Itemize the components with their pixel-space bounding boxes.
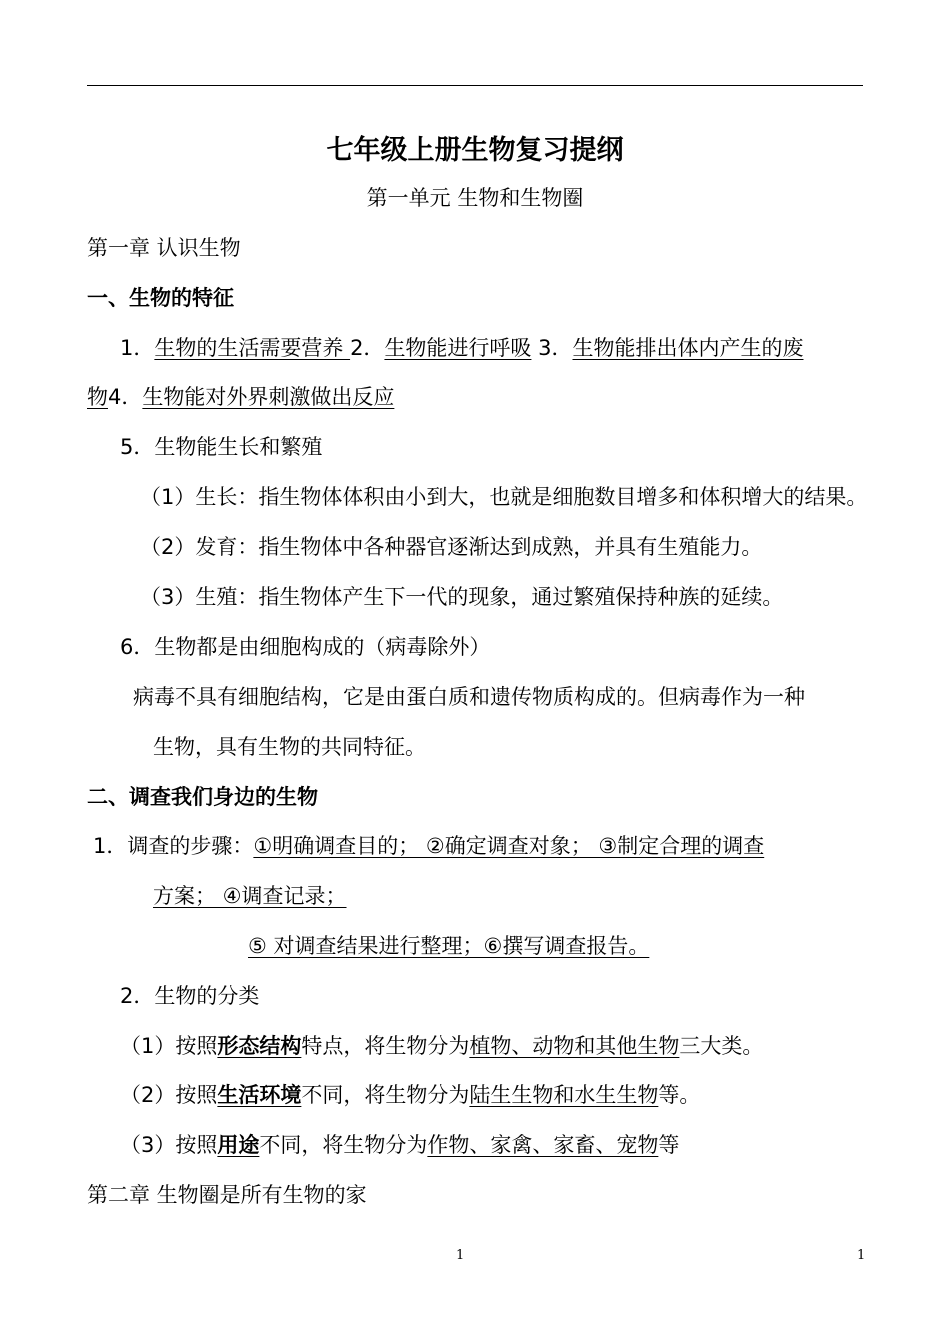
- classification-by-environment: [120, 1081, 700, 1109]
- sub-item-development: （2）发育：指生物体中各种器官逐渐达到成熟，并具有生殖能力。: [140, 535, 763, 559]
- item-number: 1．: [120, 336, 155, 360]
- classification-result: 作物、家禽、家畜、宠物: [427, 1133, 659, 1157]
- classification-text: 等: [658, 1133, 680, 1157]
- chapter-heading: 第二章 生物圈是所有生物的家: [87, 1183, 367, 1207]
- section-heading: 一、生物的特征: [87, 286, 234, 310]
- item-number: 4．: [108, 385, 143, 409]
- page-number: 1: [456, 1248, 465, 1263]
- survey-steps-line-2: 方案； ④调查记录；: [153, 884, 347, 908]
- survey-steps-line-1: [93, 832, 764, 860]
- classification-text: 等。: [658, 1083, 701, 1107]
- classification-item: 2．生物的分类: [120, 984, 260, 1008]
- classification-text: 三大类。: [679, 1034, 764, 1058]
- section-heading: 二、调查我们身边的生物: [87, 785, 318, 809]
- classification-text: 不同，将生物分为: [301, 1083, 470, 1107]
- classification-text: （1）按照: [120, 1034, 218, 1058]
- feature-text: 生物能对外界刺激做出反应: [142, 385, 395, 409]
- classification-text: （2）按照: [120, 1083, 218, 1107]
- classification-key: 形态结构: [217, 1034, 302, 1058]
- feature-text: 物: [87, 385, 108, 409]
- classification-text: 特点，将生物分为: [301, 1034, 470, 1058]
- classification-text: 不同，将生物分为: [259, 1133, 428, 1157]
- classification-result: 植物、动物和其他生物: [469, 1034, 680, 1058]
- header-rule: [87, 85, 863, 86]
- classification-text: （3）按照: [120, 1133, 218, 1157]
- item-6: 6．生物都是由细胞构成的（病毒除外）: [120, 635, 491, 659]
- classification-key: 生活环境: [217, 1083, 302, 1107]
- document-title: 七年级上册生物复习提纲: [326, 135, 624, 166]
- sub-item-reproduction: （3）生殖：指生物体产生下一代的现象，通过繁殖保持种族的延续。: [140, 585, 784, 609]
- survey-label: 1．调查的步骤：: [93, 834, 254, 858]
- virus-note-2: 生物，具有生物的共同特征。: [153, 735, 426, 759]
- item-5: 5．生物能生长和繁殖: [120, 435, 323, 459]
- feature-text: 生物能进行呼吸: [384, 336, 532, 360]
- feature-text: 生物能排出体内产生的废: [572, 336, 804, 360]
- classification-key: 用途: [217, 1133, 260, 1157]
- feature-text: 生物的生活需要营养: [154, 336, 351, 360]
- classification-by-use: [120, 1131, 679, 1159]
- survey-steps: ①明确调查目的； ②确定调查对象； ③制定合理的调查: [253, 834, 765, 858]
- feature-line-2: [87, 383, 394, 411]
- sub-item-growth: （1）生长：指生物体体积由小到大，也就是细胞数目增多和体积增大的结果。: [140, 485, 868, 509]
- chapter-heading: 第一章 认识生物: [87, 236, 241, 260]
- item-number: 2．: [350, 336, 385, 360]
- page-number-right: 1: [857, 1248, 866, 1263]
- item-number: 3．: [531, 336, 573, 360]
- classification-result: 陆生生物和水生生物: [469, 1083, 659, 1107]
- unit-heading: 第一单元 生物和生物圈: [366, 186, 584, 210]
- survey-steps-line-3: ⑤ 对调查结果进行整理；⑥撰写调查报告。: [248, 934, 650, 958]
- classification-by-structure: [120, 1032, 763, 1060]
- virus-note-1: 病毒不具有细胞结构，它是由蛋白质和遗传物质构成的。但病毒作为一种: [133, 685, 805, 709]
- feature-line-1: [120, 334, 803, 362]
